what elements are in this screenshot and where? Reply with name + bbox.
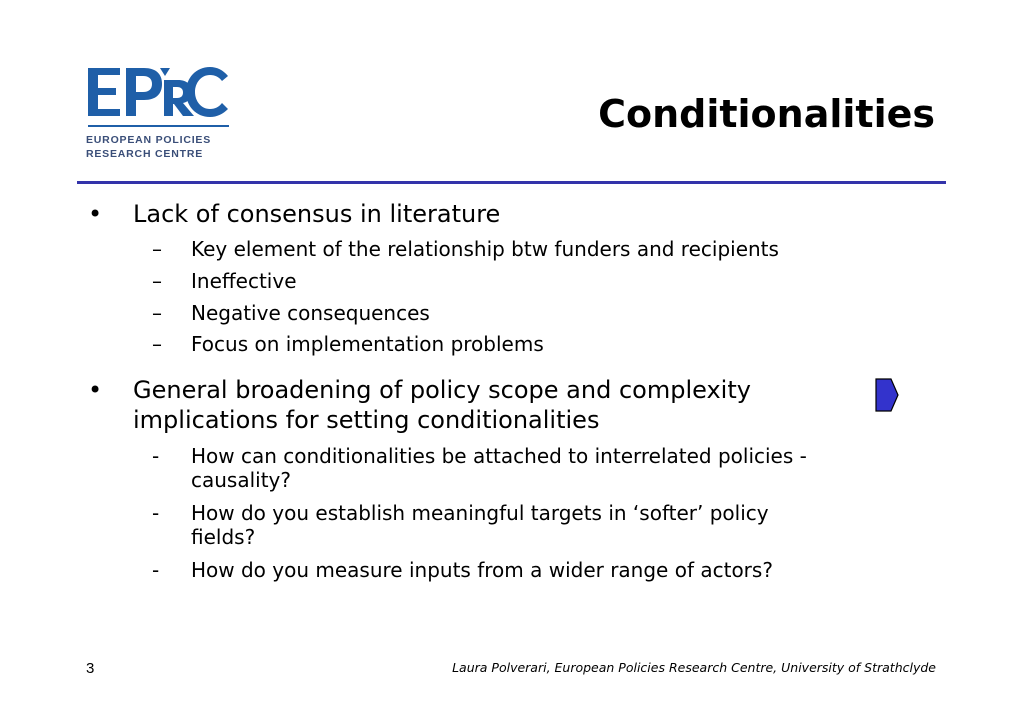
sub-item-1-4: Focus on implementation problems	[191, 332, 544, 356]
slide-title: Conditionalities	[598, 92, 935, 136]
logo-line-1: EUROPEAN POLICIES	[86, 134, 212, 146]
eprc-logo-mark	[86, 64, 231, 130]
bullet-2-text-line-1: General broadening of policy scope and complexity	[133, 376, 751, 404]
sub-marker: –	[152, 269, 162, 293]
sub-marker: -	[152, 558, 160, 582]
logo-line-2: RESEARCH CENTRE	[86, 148, 204, 160]
page-number: 3	[86, 660, 95, 677]
sub-item-1-1: Key element of the relationship btw funders and recipients	[191, 237, 779, 261]
sub-item-1-3: Negative consequences	[191, 301, 430, 325]
sub-marker: -	[152, 444, 160, 468]
footer-credit: Laura Polverari, European Policies Research Centre, University of Strathclyde	[452, 660, 936, 675]
eprc-logo	[86, 64, 231, 166]
sub-item-2-1-line-2: causality?	[191, 468, 292, 492]
sub-item-2-1-line-1: How can conditionalities be attached to interrelated policies -	[191, 444, 807, 468]
sub-item-1-2: Ineffective	[191, 269, 297, 293]
bullet-marker: •	[88, 376, 103, 404]
bullet-2-text-line-2: implications for setting conditionalities	[133, 406, 600, 434]
sub-item-2-2-line-2: fields?	[191, 525, 256, 549]
bullet-1-text: Lack of consensus in literature	[133, 200, 501, 228]
sub-item-2-2-line-1: How do you establish meaningful targets in ‘softer’ policy	[191, 501, 769, 525]
sub-item-2-3: How do you measure inputs from a wider range of actors?	[191, 558, 773, 582]
sub-marker: -	[152, 501, 160, 525]
bullet-marker: •	[88, 200, 103, 228]
sub-marker: –	[152, 301, 162, 325]
sub-marker: –	[152, 332, 162, 356]
title-divider	[77, 181, 946, 184]
sub-marker: –	[152, 237, 162, 261]
right-arrow-icon	[874, 369, 900, 425]
